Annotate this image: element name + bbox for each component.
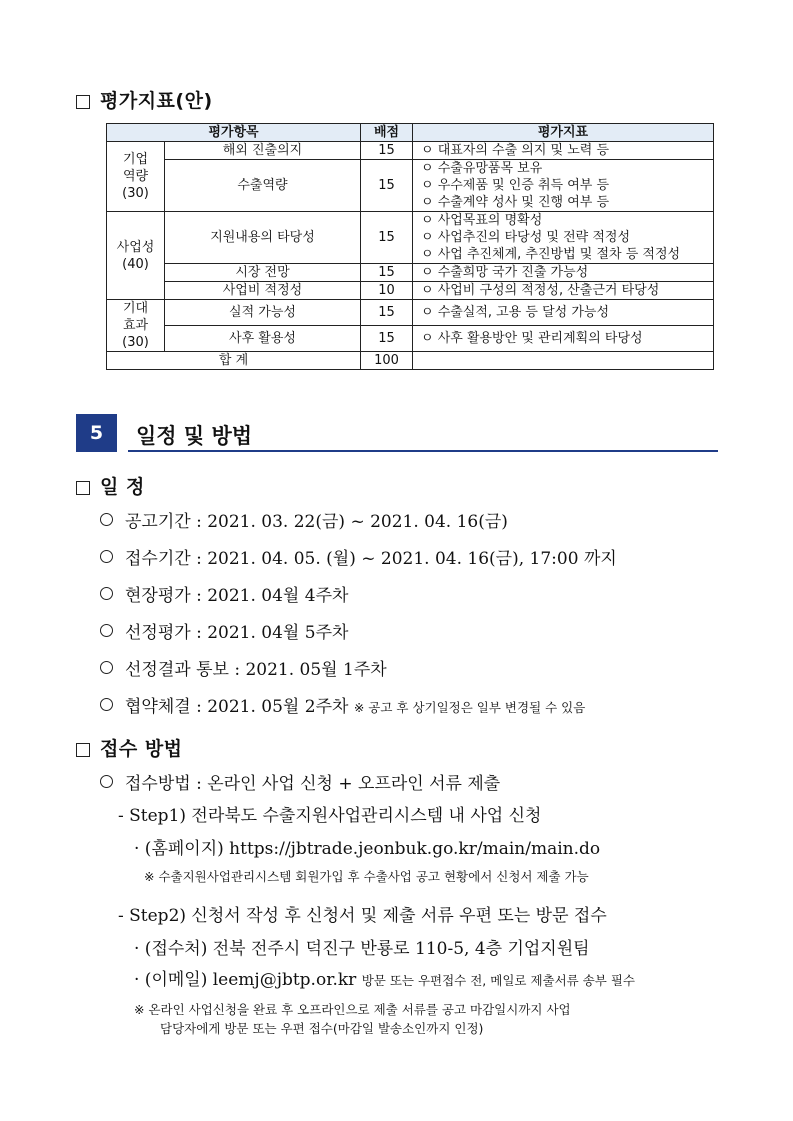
indicator-line: ㅇ 사업 추진체계, 추진방법 및 절차 등 적정성 <box>421 247 681 262</box>
indicator-cell <box>413 282 714 300</box>
circle-bullet-icon <box>100 624 113 637</box>
indicator-line: ㅇ 우수제품 및 인증 취득 여부 등 <box>421 178 610 193</box>
method-step1: - Step1) 전라북도 수출지원사업관리시스템 내 사업 신청 <box>118 806 542 826</box>
table-row <box>107 160 714 212</box>
score-cell: 15 <box>361 326 413 352</box>
method-note2-line1: ※ 온라인 사업신청을 완료 후 오프라인으로 제출 서류를 공고 마감일시까지 사업 <box>134 1002 571 1017</box>
checkbox-square-icon <box>76 743 90 757</box>
schedule-heading: 일 정 <box>76 472 145 499</box>
indicator-line: ㅇ 수출유망품목 보유 <box>421 161 543 176</box>
circle-bullet-icon <box>100 698 113 711</box>
circle-bullet-icon <box>100 587 113 600</box>
office-address: · (접수처) 전북 전주시 덕진구 반룡로 110-5, 4층 기업지원팀 <box>134 939 590 959</box>
indicator-line: ㅇ 사업목표의 명확성 <box>421 213 543 228</box>
evaluation-table <box>106 123 714 370</box>
schedule-item: 공고기간 : 2021. 03. 22(금) ~ 2021. 04. 16(금) <box>100 507 508 532</box>
method-main: 접수방법 : 온라인 사업 신청 + 오프라인 서류 제출 <box>100 769 500 794</box>
total-row <box>107 352 714 370</box>
indicator-line: ㅇ 사업추진의 타당성 및 전략 적정성 <box>421 230 631 245</box>
indicator-cell <box>413 264 714 282</box>
section-divider <box>128 450 718 452</box>
section-number: 5 <box>76 414 117 452</box>
table-row <box>107 264 714 282</box>
table-row <box>107 326 714 352</box>
item-cell: 해외 진출의지 <box>165 142 361 160</box>
circle-bullet-icon <box>100 775 113 788</box>
method-note2-line2: 담당자에게 방문 또는 우편 접수(마감일 발송소인까지 인정) <box>160 1021 484 1036</box>
score-cell: 10 <box>361 282 413 300</box>
score-cell: 15 <box>361 264 413 282</box>
circle-bullet-icon <box>100 513 113 526</box>
circle-bullet-icon <box>100 550 113 563</box>
email-note: 방문 또는 우편접수 전, 메일로 제출서류 송부 필수 <box>361 973 635 988</box>
email-line <box>134 965 635 990</box>
indicator-line: ㅇ 수출계약 성사 및 진행 여부 등 <box>421 195 610 210</box>
table-header-row <box>107 124 714 142</box>
item-cell: 사업비 적정성 <box>165 282 361 300</box>
item-cell: 지원내용의 타당성 <box>165 212 361 264</box>
schedule-item: 접수기간 : 2021. 04. 05. (월) ~ 2021. 04. 16(금), 17:00 까지 <box>100 544 617 569</box>
total-label: 합 계 <box>107 352 361 370</box>
indicator-line: ㅇ 수출실적, 고용 등 달성 가능성 <box>421 305 610 320</box>
homepage-link[interactable]: · (홈페이지) https://jbtrade.jeonbuk.go.kr/main/main.do <box>134 839 601 859</box>
email-link[interactable]: · (이메일) leemj@jbtp.or.kr <box>134 970 357 990</box>
checkbox-square-icon <box>76 481 90 495</box>
section-title: 일정 및 방법 <box>136 424 253 448</box>
score-cell: 15 <box>361 160 413 212</box>
method-note1: ※ 수출지원사업관리시스템 회원가입 후 수출사업 공고 현황에서 신청서 제출 가능 <box>144 869 589 884</box>
circle-bullet-icon <box>100 661 113 674</box>
indicator-line: ㅇ 사후 활용방안 및 관리계획의 타당성 <box>421 331 643 346</box>
indicator-line: ㅇ 수출희망 국가 진출 가능성 <box>421 265 589 280</box>
indicator-line: ㅇ 대표자의 수출 의지 및 노력 등 <box>421 143 610 158</box>
category-cell: 기업 역량 (30) <box>107 142 165 212</box>
total-score: 100 <box>361 352 413 370</box>
table-row <box>107 282 714 300</box>
score-cell: 15 <box>361 142 413 160</box>
category-cell: 기대 효과 (30) <box>107 300 165 352</box>
score-cell: 15 <box>361 300 413 326</box>
indicator-cell <box>413 326 714 352</box>
method-step2: - Step2) 신청서 작성 후 신청서 및 제출 서류 우편 또는 방문 접수 <box>118 906 607 926</box>
table-row <box>107 142 714 160</box>
checkbox-square-icon <box>76 95 90 109</box>
category-cell: 사업성 (40) <box>107 212 165 300</box>
header-score: 배점 <box>361 124 413 142</box>
schedule-note: ※ 공고 후 상기일정은 일부 변경될 수 있음 <box>353 700 586 715</box>
schedule-item: 협약체결 : 2021. 05월 2주차 ※ 공고 후 상기일정은 일부 변경될 수 있음 <box>100 692 585 717</box>
total-empty <box>413 352 714 370</box>
item-cell: 사후 활용성 <box>165 326 361 352</box>
table-row <box>107 212 714 264</box>
item-cell: 수출역량 <box>165 160 361 212</box>
schedule-item: 선정평가 : 2021. 04월 5주차 <box>100 618 348 643</box>
indicator-cell <box>413 160 714 212</box>
indicator-cell <box>413 142 714 160</box>
indicator-line: ㅇ 사업비 구성의 적정성, 산출근거 타당성 <box>421 283 660 298</box>
item-cell: 시장 전망 <box>165 264 361 282</box>
score-cell: 15 <box>361 212 413 264</box>
table-row <box>107 300 714 326</box>
eval-heading: 평가지표(안) <box>76 86 213 113</box>
schedule-item: 현장평가 : 2021. 04월 4주차 <box>100 581 348 606</box>
method-heading: 접수 방법 <box>76 734 183 761</box>
schedule-item: 선정결과 통보 : 2021. 05월 1주차 <box>100 655 387 680</box>
item-cell: 실적 가능성 <box>165 300 361 326</box>
header-item: 평가항목 <box>107 124 361 142</box>
indicator-cell <box>413 212 714 264</box>
header-indicator: 평가지표 <box>413 124 714 142</box>
indicator-cell <box>413 300 714 326</box>
